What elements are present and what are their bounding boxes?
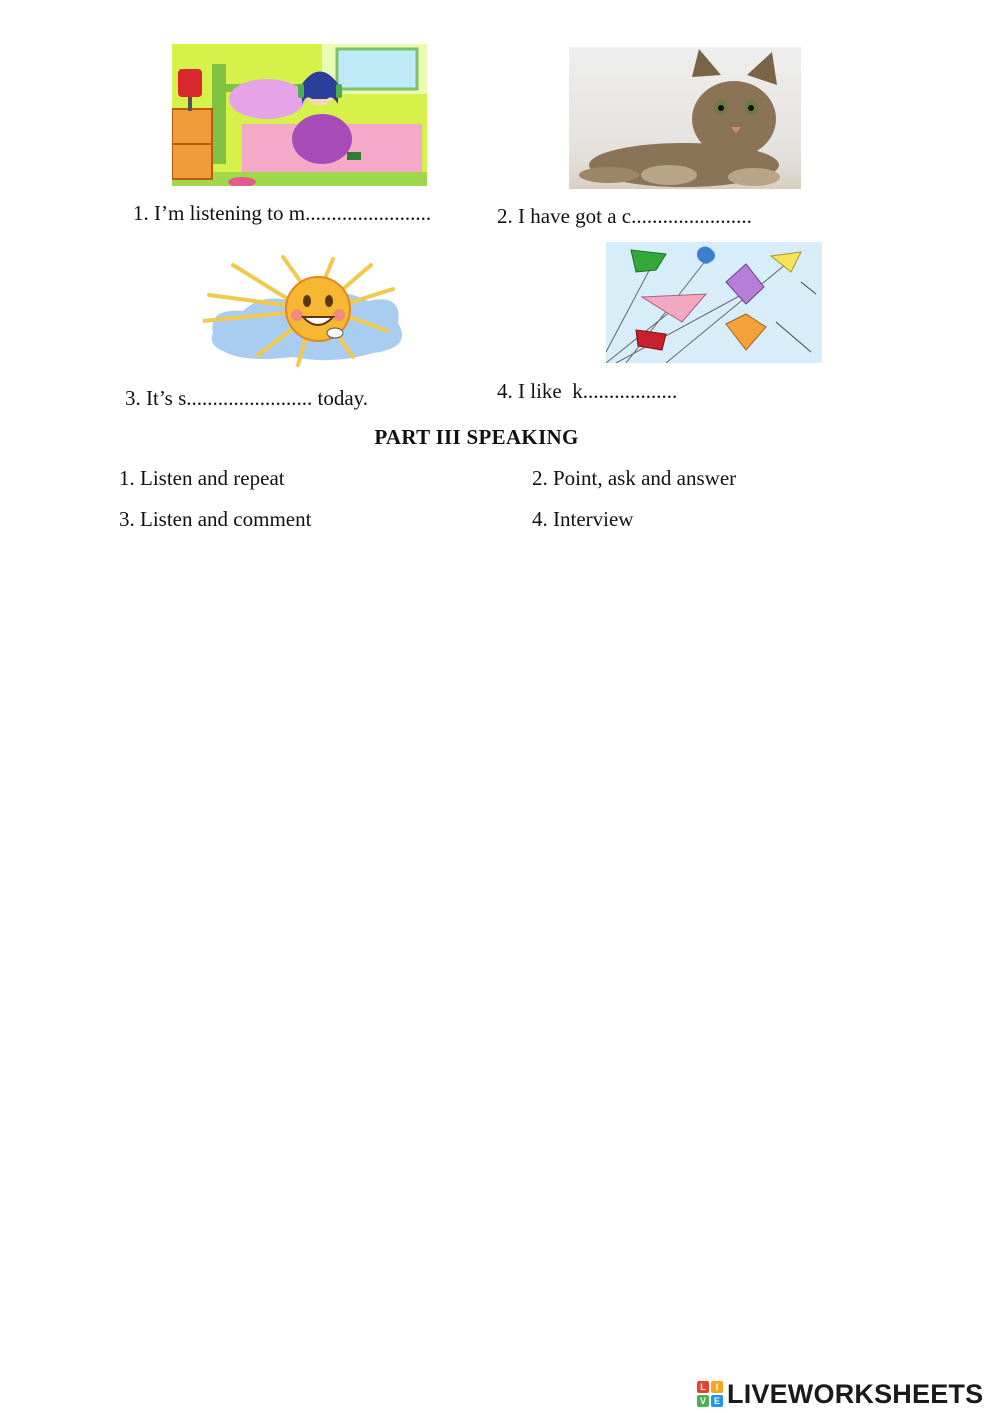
cat-photo-image [569,47,801,189]
logo-text: LIVEWORKSHEETS [727,1378,984,1409]
item-4-text: I like k.................. [518,379,678,403]
item-2-sentence [497,204,752,229]
item-1-sentence [133,201,431,226]
speaking-task-2: 2. Point, ask and answer [532,466,737,490]
item-1-number: 1. [133,201,149,225]
logo-mark-letter: L [697,1381,709,1393]
section-heading: PART III SPEAKING [374,425,579,449]
item-3-number: 3. [125,386,141,410]
smiling-sun-image [203,253,428,371]
item-2-number: 2. [497,204,513,228]
logo-mark-icon [697,1381,723,1407]
item-2-text: I have got a c....................... [518,204,752,228]
item-3-text: It’s s........................ today. [146,386,369,410]
logo-mark-letter: V [697,1395,709,1407]
logo-mark-letter: E [711,1395,723,1407]
speaking-task-1: 1. Listen and repeat [119,466,285,490]
logo-mark-letter: I [711,1381,723,1393]
speaking-task-4: 4. Interview [532,507,634,531]
kites-image [606,242,822,363]
girl-listening-music-image [172,44,427,186]
speaking-task-3: 3. Listen and comment [119,507,312,531]
item-3-sentence [125,386,368,411]
item-1-text: I’m listening to m........................ [154,201,432,225]
liveworksheets-logo [697,1378,983,1410]
item-4-number: 4. [497,379,513,403]
item-4-sentence [497,379,677,404]
